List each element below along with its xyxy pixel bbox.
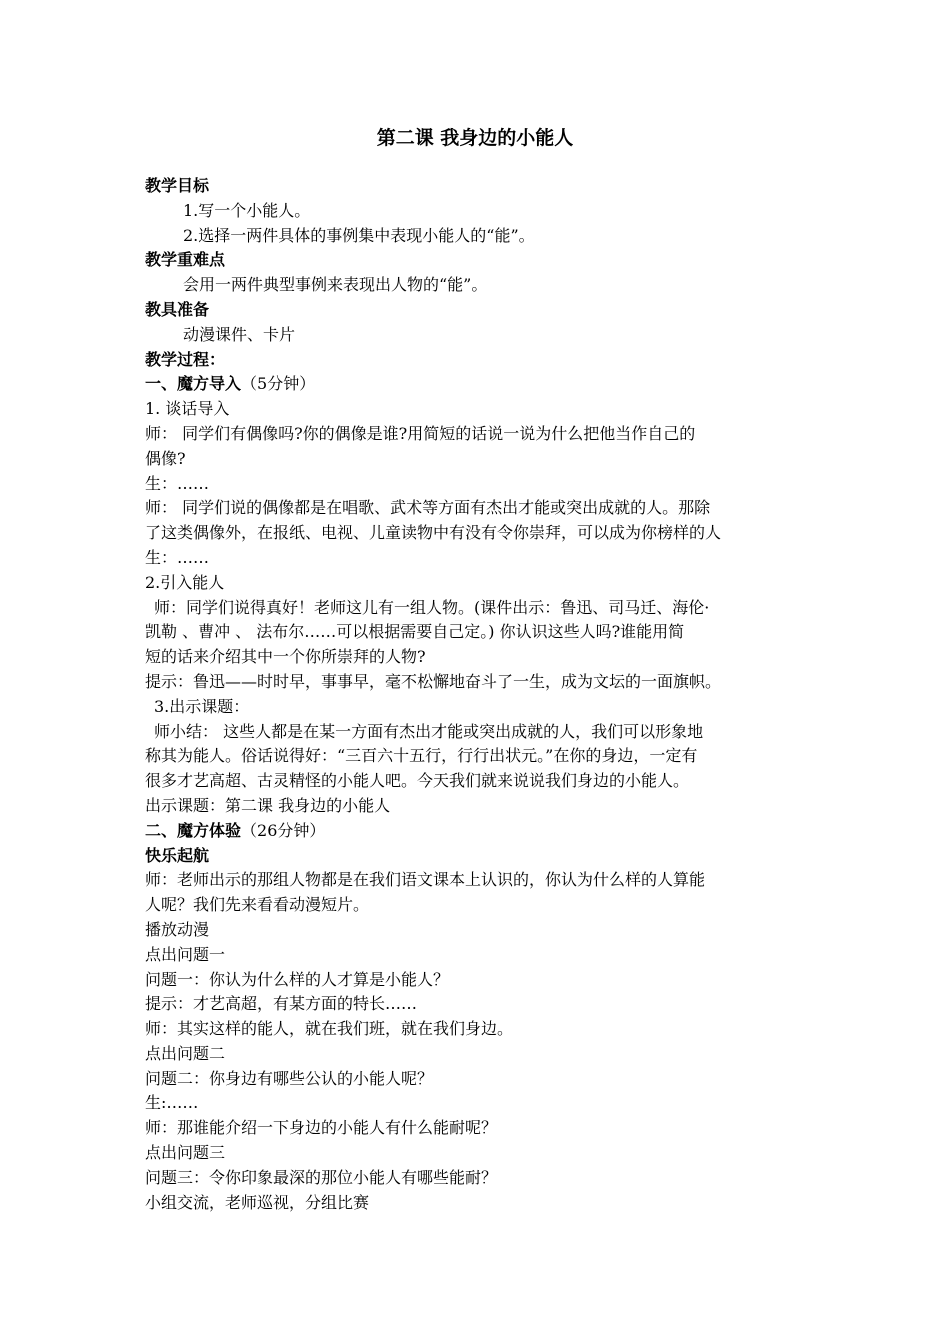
lesson-title: 第二课 我身边的小能人 — [376, 127, 574, 149]
body-line: 问题二：你身边有哪些公认的小能人呢？ — [145, 1068, 434, 1088]
heading-text: 一、魔方导入 — [145, 374, 242, 394]
body-line: 师：那谁能介绍一下身边的小能人有什么能耐呢？ — [145, 1118, 498, 1138]
heading-text: 快乐起航 — [145, 845, 210, 865]
body-line: 提示：才艺高超，有某方面的特长…… — [145, 994, 418, 1014]
body-line: 1.写一个小能人。 — [183, 200, 311, 220]
body-line: 小组交流，老师巡视，分组比赛 — [145, 1192, 370, 1212]
body-line: 1. 谈话导入 — [145, 399, 230, 419]
body-line: 2.引入能人 — [145, 572, 225, 592]
body-line: 了这类偶像外，在报纸、电视、儿童读物中有没有令你崇拜，可以成为你榜样的人 — [145, 523, 722, 543]
body-line: 凯勒 、曹冲 、 法布尔……可以根据需要自己定。) 你认识这些人吗?谁能用简 — [145, 622, 685, 642]
heading-text: 教学目标 — [145, 176, 210, 195]
body-line: 点出问题二 — [145, 1043, 226, 1063]
section-heading — [145, 174, 813, 199]
body-line: 播放动漫 — [145, 919, 210, 939]
body-line: 问题三：令你印象最深的那位小能人有哪些能耐？ — [145, 1167, 498, 1187]
body-line: 生：…… — [145, 547, 210, 567]
section-heading — [145, 248, 813, 273]
body-line: 生：…… — [145, 473, 210, 493]
heading-duration: （26分钟） — [241, 820, 326, 840]
body-line: 点出问题一 — [145, 944, 226, 964]
heading-text: 教具准备 — [145, 299, 210, 319]
body-line: 生:…… — [145, 1093, 199, 1113]
body-line: 提示：鲁迅——时时早，事事早，毫不松懈地奋斗了一生，成为文坛的一面旗帜。 — [145, 671, 722, 691]
body-line: 很多才艺高超、古灵精怪的小能人吧。今天我们就来说说我们身边的小能人。 — [145, 771, 690, 791]
body-line: 师：同学们说得真好！老师这儿有一组人物。(课件出示：鲁迅、司马迁、海伦· — [154, 597, 710, 617]
heading-text: 教学重难点 — [145, 250, 226, 270]
body-line: 师： 同学们说的偶像都是在唱歌、武术等方面有杰出才能或突出成就的人。那除 — [145, 498, 711, 518]
section-heading — [145, 819, 813, 844]
body-line: 会用一两件典型事例来表现出人物的“能”。 — [183, 275, 488, 295]
body-line: 短的话来介绍其中一个你所崇拜的人物? — [145, 647, 426, 667]
lesson-body — [145, 174, 813, 1215]
body-line: 2.选择一两件具体的事例集中表现小能人的“能”。 — [183, 225, 535, 245]
section-heading — [145, 298, 813, 323]
section-heading — [145, 844, 813, 869]
body-line: 3.出示课题： — [154, 696, 250, 716]
body-line: 动漫课件、卡片 — [183, 324, 296, 344]
body-line: 师小结： 这些人都是在某一方面有杰出才能或突出成就的人，我们可以形象地 — [154, 721, 704, 741]
body-line: 师： 同学们有偶像吗?你的偶像是谁?用简短的话说一说为什么把他当作自己的 — [145, 423, 696, 443]
body-line: 问题一：你认为什么样的人才算是小能人？ — [145, 969, 450, 989]
body-line: 出示课题：第二课 我身边的小能人 — [145, 795, 391, 815]
body-line: 称其为能人。俗话说得好：“三百六十五行，行行出状元。”在你的身边，一定有 — [145, 746, 698, 766]
heading-duration: （5分钟） — [241, 374, 316, 394]
body-line: 偶像? — [145, 448, 186, 468]
heading-text: 教学过程： — [145, 349, 226, 369]
heading-text: 二、魔方体验 — [145, 820, 242, 840]
body-line: 人呢？我们先来看看动漫短片。 — [145, 895, 370, 915]
section-heading — [145, 348, 813, 373]
body-line: 师：其实这样的能人，就在我们班，就在我们身边。 — [145, 1019, 514, 1039]
body-line: 点出问题三 — [145, 1143, 226, 1163]
section-heading — [145, 372, 813, 397]
body-line: 师：老师出示的那组人物都是在我们语文课本上认识的，你认为什么样的人算能 — [145, 870, 706, 890]
